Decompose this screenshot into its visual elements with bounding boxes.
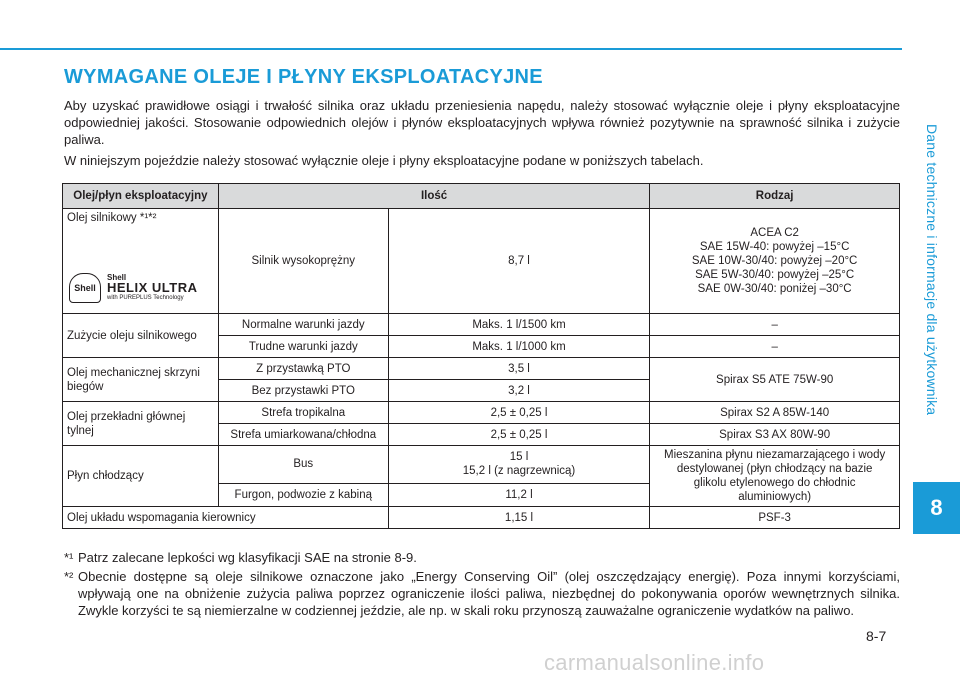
shell-logo-icon: Shell xyxy=(69,273,101,303)
table-cell: Furgon, podwozie z kabiną xyxy=(218,483,388,506)
qty-line: 15 l xyxy=(509,451,529,464)
engine-oil-cell xyxy=(63,209,219,314)
table-cell: 2,5 ± 0,25 l xyxy=(388,402,650,424)
footnotes xyxy=(64,549,900,621)
coolant-qty-bus xyxy=(388,446,650,484)
table-cell: Spirax S2 A 85W-140 xyxy=(650,402,900,424)
table-cell: PSF-3 xyxy=(650,507,900,529)
table-row xyxy=(63,402,900,424)
table-cell: Bez przystawki PTO xyxy=(218,380,388,402)
page-number: 8-7 xyxy=(866,628,887,644)
footnote-text: Patrz zalecane lepkości wg klasyfikacji SAE na stronie 8-9. xyxy=(78,550,417,565)
footnote-mark: *² xyxy=(64,569,74,584)
coolant-label: Płyn chłodzący xyxy=(63,446,219,507)
gearbox-type: Spirax S5 ATE 75W-90 xyxy=(650,358,900,402)
footnote-mark: *¹ xyxy=(64,550,74,565)
table-cell: 3,2 l xyxy=(388,380,650,402)
spec-line: SAE 10W-30/40: powyżej –20°C xyxy=(691,255,858,267)
side-tab xyxy=(910,70,954,470)
section-title: WYMAGANE OLEJE I PŁYNY EKSPLOATACYJNE xyxy=(64,66,543,88)
logo-line2: HELIX ULTRA xyxy=(107,280,198,295)
side-tab-label: Dane techniczne i informacje dla użytkownika xyxy=(924,124,940,416)
table-row xyxy=(63,446,900,484)
spec-line: SAE 0W-30/40: poniżej –30°C xyxy=(697,283,852,295)
logo-line1: Shell xyxy=(107,273,127,282)
table-cell: Bus xyxy=(218,446,388,484)
table-cell: Trudne warunki jazdy xyxy=(218,336,388,358)
consumption-label: Zużycie oleju silnikowego xyxy=(63,314,219,358)
table-cell: Strefa tropikalna xyxy=(218,402,388,424)
table-cell: Maks. 1 l/1500 km xyxy=(388,314,650,336)
table-header-row xyxy=(63,184,900,209)
engine-oil-spec xyxy=(650,209,900,314)
table-cell: 3,5 l xyxy=(388,358,650,380)
spec-line: SAE 5W-30/40: powyżej –25°C xyxy=(695,269,855,281)
table-cell: Normalne warunki jazdy xyxy=(218,314,388,336)
shell-helix-logo xyxy=(69,273,197,303)
table-row xyxy=(63,209,900,314)
steering-label: Olej układu wspomagania kierownicy xyxy=(63,507,389,529)
table-cell: 2,5 ± 0,25 l xyxy=(388,424,650,446)
axle-label: Olej przekładni głównej tylnej xyxy=(63,402,219,446)
chapter-number-box: 8 xyxy=(913,482,960,534)
logo-line3: with PUREPLUS Technology xyxy=(107,295,184,301)
intro-paragraph: W niniejszym pojeździe należy stosować wyłącznie oleje i płyny eksploatacyjne podane w poniższych tabelach. xyxy=(64,153,704,168)
header-fluid: Olej/płyn eksploatacyjny xyxy=(63,184,219,209)
engine-oil-label: Olej silnikowy *¹*² xyxy=(67,212,157,224)
table-row xyxy=(63,507,900,529)
qty-line: 15,2 l (z nagrzewnicą) xyxy=(462,465,576,478)
table-cell: – xyxy=(650,336,900,358)
table-cell: Strefa umiarkowana/chłodna xyxy=(218,424,388,446)
engine-oil-qty: 8,7 l xyxy=(388,209,650,314)
watermark: carmanualsonline.info xyxy=(544,650,765,675)
intro-text xyxy=(64,97,900,173)
footnote-text: Obecnie dostępne są oleje silnikowe oznaczone jako „Energy Conserving Oil” (olej oszczędzający energię). Poza innymi korzyściami, wpływają one na obniżenie zużycia paliwa poprzez ograniczenie ilości paliwa, niezbędnej do pokonywania oporów wewnętrznych silnika. Zwykle korzyści te są niemierzalne w codziennej jeździe, ale np. w skali roku przynoszą zauważalne ograniczenie wydatków na paliwo. xyxy=(78,569,900,618)
top-rule xyxy=(0,48,902,50)
table-cell: – xyxy=(650,314,900,336)
gearbox-label: Olej mechanicznej skrzyni biegów xyxy=(63,358,219,402)
table-cell: Z przystawką PTO xyxy=(218,358,388,380)
table-row xyxy=(63,358,900,380)
table-cell: 11,2 l xyxy=(388,483,650,506)
spec-line: ACEA C2 xyxy=(750,227,799,239)
header-qty: Ilość xyxy=(218,184,649,209)
table-cell: 1,15 l xyxy=(388,507,650,529)
table-cell: Maks. 1 l/1000 km xyxy=(388,336,650,358)
footnote xyxy=(64,568,900,619)
footnote xyxy=(64,549,900,566)
engine-type-cell: Silnik wysokoprężny xyxy=(218,209,388,314)
coolant-type: Mieszanina płynu niezamarzającego i wody destylowanej (płyn chłodzący na bazie glikolu etylenowego do chłodnic aluminiowych) xyxy=(650,446,900,507)
intro-paragraph: Aby uzyskać prawidłowe osiągi i trwałość silnika oraz układu przeniesienia napędu, należy stosować wyłącznie oleje i płyny eksploatacyjne odpowiedniej jakości. Stosowanie odpowiednich olejów i płynów eksploatacyjnych wpływa również pozytywnie na sprawność silnika i zużycie paliwa. xyxy=(64,98,900,147)
spec-line: SAE 15W-40: powyżej –15°C xyxy=(699,241,850,253)
table-row xyxy=(63,314,900,336)
header-type: Rodzaj xyxy=(650,184,900,209)
fluids-table xyxy=(62,183,900,529)
table-cell: Spirax S3 AX 80W-90 xyxy=(650,424,900,446)
